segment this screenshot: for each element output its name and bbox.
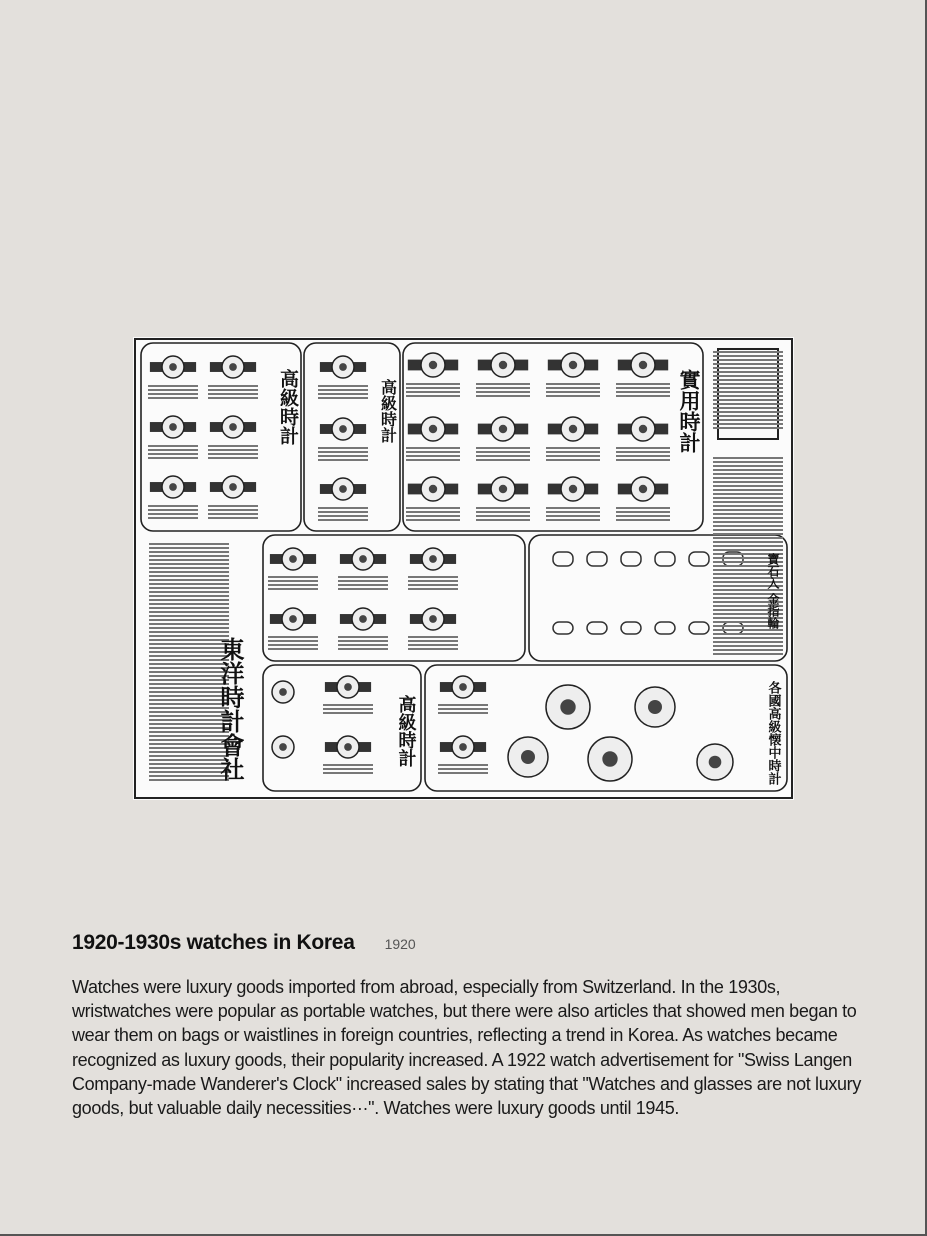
ad-text-line <box>149 559 229 561</box>
ad-text-line <box>616 451 670 453</box>
ad-text-line <box>546 391 600 393</box>
ad-text-line <box>546 459 600 461</box>
ad-text-line <box>149 587 229 589</box>
ad-text-line <box>713 513 783 515</box>
ad-text-line <box>616 459 670 461</box>
article-title: 1920-1930s watches in Korea <box>72 931 355 954</box>
ad-text-line <box>323 764 373 766</box>
ad-text-line <box>406 519 460 521</box>
ad-text-line <box>268 644 318 646</box>
ad-text-line <box>713 501 783 503</box>
ad-text-line <box>148 385 198 387</box>
ad-text-line <box>713 419 783 421</box>
ad-text-line <box>438 704 488 706</box>
ad-text-line <box>713 461 783 463</box>
ad-text-line <box>406 455 460 457</box>
ad-text-line <box>713 387 783 389</box>
watch-dial <box>344 683 352 691</box>
ad-text-line <box>713 371 783 373</box>
watch-dial <box>499 425 507 433</box>
ad-text-line <box>406 511 460 513</box>
watch-dial <box>359 555 367 563</box>
ad-text-line <box>148 449 198 451</box>
watch-dial <box>639 361 647 369</box>
ad-text-line <box>208 393 258 395</box>
ad-text-line <box>408 580 458 582</box>
ad-text-line <box>148 509 198 511</box>
ad-text-line <box>713 489 783 491</box>
ad-text-line <box>406 387 460 389</box>
ad-text-line <box>148 445 198 447</box>
ad-text-line <box>148 505 198 507</box>
ad-text-line <box>713 465 783 467</box>
ad-text-line <box>476 455 530 457</box>
ad-text-line <box>148 453 198 455</box>
ad-text-line <box>713 477 783 479</box>
ad-text-line <box>318 515 368 517</box>
ad-text-line <box>713 383 783 385</box>
watch-dial <box>639 485 647 493</box>
ad-text-line <box>713 645 783 647</box>
ad-text-line <box>713 411 783 413</box>
heading-luxury-watches-2: 高級時計 <box>378 379 398 443</box>
ad-text-line <box>208 517 258 519</box>
ad-text-line <box>149 611 229 613</box>
article-header <box>72 931 416 955</box>
ad-text-line <box>713 533 783 535</box>
ad-text-line <box>148 513 198 515</box>
ad-text-line <box>323 772 373 774</box>
ad-text-line <box>149 571 229 573</box>
watch-dial <box>709 756 722 769</box>
ad-text-line <box>713 379 783 381</box>
ad-text-line <box>713 407 783 409</box>
watch-dial <box>429 555 437 563</box>
ad-text-line <box>149 631 229 633</box>
ad-text-line <box>149 547 229 549</box>
ad-text-line <box>546 395 600 397</box>
ad-text-line <box>546 455 600 457</box>
watch-dial <box>169 423 177 431</box>
ad-text-line <box>318 511 368 513</box>
ad-text-line <box>546 387 600 389</box>
ad-text-line <box>406 391 460 393</box>
ad-text-line <box>208 457 258 459</box>
ad-text-line <box>268 648 318 650</box>
ad-text-line <box>318 459 368 461</box>
watch-dial <box>560 699 575 714</box>
ad-text-line <box>149 591 229 593</box>
ad-text-line <box>149 595 229 597</box>
ad-text-line <box>476 459 530 461</box>
watch-dial <box>648 700 662 714</box>
ad-text-line <box>713 493 783 495</box>
ad-text-line <box>149 603 229 605</box>
ad-text-line <box>268 636 318 638</box>
ad-text-line <box>713 509 783 511</box>
watch-dial <box>359 615 367 623</box>
ad-text-line <box>476 515 530 517</box>
ad-text-line <box>546 519 600 521</box>
ad-text-line <box>616 383 670 385</box>
ad-text-line <box>338 648 388 650</box>
ad-text-line <box>208 453 258 455</box>
watch-dial <box>429 485 437 493</box>
watch-dial <box>339 425 347 433</box>
ad-text-line <box>268 588 318 590</box>
watch-dial <box>279 688 287 696</box>
ad-text-line <box>318 447 368 449</box>
ad-text-line <box>476 519 530 521</box>
ad-text-line <box>318 385 368 387</box>
ad-text-line <box>406 515 460 517</box>
ad-text-line <box>149 627 229 629</box>
ad-text-line <box>149 579 229 581</box>
watch-advertisement-image <box>133 337 794 800</box>
ad-text-line <box>268 576 318 578</box>
ad-text-line <box>318 507 368 509</box>
ad-text-line <box>148 517 198 519</box>
ad-text-line <box>713 505 783 507</box>
ad-text-line <box>476 383 530 385</box>
ad-text-line <box>476 511 530 513</box>
ad-text-line <box>713 351 783 353</box>
ad-text-line <box>713 399 783 401</box>
ad-text-line <box>148 389 198 391</box>
ad-text-line <box>713 629 783 631</box>
ad-text-line <box>149 615 229 617</box>
ad-text-line <box>713 549 783 551</box>
ad-text-line <box>713 359 783 361</box>
ad-text-line <box>713 423 783 425</box>
ad-text-line <box>318 455 368 457</box>
ad-text-line <box>713 427 783 429</box>
ad-text-line <box>713 457 783 459</box>
ad-text-line <box>476 451 530 453</box>
watch-dial <box>169 483 177 491</box>
ad-text-line <box>616 507 670 509</box>
ad-text-line <box>713 363 783 365</box>
ad-text-line <box>208 389 258 391</box>
ad-text-line <box>148 397 198 399</box>
ad-text-line <box>406 383 460 385</box>
ad-text-line <box>713 641 783 643</box>
ad-text-line <box>616 391 670 393</box>
heading-luxury-watches-1: 高級時計 <box>277 369 299 445</box>
watch-dial <box>289 555 297 563</box>
article-year: 1920 <box>384 936 416 952</box>
ad-text-line <box>318 451 368 453</box>
ad-text-line <box>616 511 670 513</box>
ad-text-line <box>408 588 458 590</box>
ad-text-line <box>546 515 600 517</box>
watch-dial <box>499 361 507 369</box>
ad-text-line <box>208 509 258 511</box>
ad-text-line <box>338 588 388 590</box>
ad-text-line <box>149 555 229 557</box>
ad-text-line <box>713 469 783 471</box>
ad-text-line <box>268 584 318 586</box>
watch-dial <box>569 425 577 433</box>
ad-text-line <box>323 704 373 706</box>
ad-text-line <box>268 640 318 642</box>
newspaper-ad-illustration <box>133 337 794 800</box>
watch-dial <box>429 425 437 433</box>
ad-text-line <box>546 383 600 385</box>
ad-text-line <box>546 451 600 453</box>
ad-text-line <box>338 580 388 582</box>
watch-dial <box>279 743 287 751</box>
watch-dial <box>521 750 535 764</box>
ad-text-line <box>616 387 670 389</box>
ad-text-line <box>713 653 783 655</box>
ad-text-line <box>408 648 458 650</box>
ad-text-line <box>713 481 783 483</box>
ad-text-line <box>713 541 783 543</box>
ad-text-line <box>546 447 600 449</box>
ad-text-line <box>616 455 670 457</box>
ad-text-line <box>713 521 783 523</box>
heading-pocket-watches: 各國高級懐中時計 <box>765 681 781 785</box>
watch-dial <box>339 485 347 493</box>
ad-text-line <box>268 580 318 582</box>
ad-text-line <box>713 525 783 527</box>
ad-text-line <box>406 451 460 453</box>
ad-text-line <box>338 640 388 642</box>
ad-text-line <box>406 395 460 397</box>
watch-dial <box>639 425 647 433</box>
ad-text-line <box>476 395 530 397</box>
ad-text-line <box>713 529 783 531</box>
watch-dial <box>602 751 617 766</box>
article-body: Watches were luxury goods imported from abroad, especially from Switzerland. In the 1930s, wristwatches were popular as portable watches, but there were also articles that showed men began to wear them on bags or waistlines in foreign countries, reflecting a trend in Korea. As watches became recognized as luxury goods, their popularity increased. A 1922 watch advertisement for "Swiss Langen Company-made Wanderer's Clock" increased sales by stating that "Watches and glasses are not luxury goods, but valuable daily necessities···". Watches were luxury goods until 1945. <box>72 977 861 1119</box>
ad-text-line <box>208 385 258 387</box>
ad-text-line <box>476 387 530 389</box>
ad-text-line <box>438 712 488 714</box>
ad-text-line <box>338 644 388 646</box>
ad-text-line <box>149 623 229 625</box>
watch-dial <box>339 363 347 371</box>
ad-text-line <box>616 447 670 449</box>
ad-text-line <box>406 507 460 509</box>
heading-luxury-watches-3: 高級時計 <box>395 695 417 767</box>
watch-dial <box>229 483 237 491</box>
ad-text-line <box>408 640 458 642</box>
ad-text-line <box>318 397 368 399</box>
watch-dial <box>229 363 237 371</box>
ad-text-line <box>476 447 530 449</box>
watch-dial <box>429 615 437 623</box>
ad-text-line <box>149 567 229 569</box>
ad-text-line <box>713 537 783 539</box>
ad-text-line <box>713 485 783 487</box>
ad-text-line <box>149 599 229 601</box>
ad-text-line <box>713 391 783 393</box>
heading-gem-gold-rings: 寶石入 金指輪 <box>766 553 780 630</box>
ad-text-line <box>408 636 458 638</box>
watch-dial <box>169 363 177 371</box>
ad-text-line <box>149 575 229 577</box>
ad-text-line <box>323 712 373 714</box>
company-name-lettering: 東洋時計會社 <box>216 637 244 781</box>
ad-text-line <box>713 545 783 547</box>
ad-text-line <box>713 633 783 635</box>
ad-text-line <box>208 513 258 515</box>
heading-practical-watches: 實用時計 <box>677 369 701 453</box>
ad-text-line <box>148 393 198 395</box>
ad-text-line <box>616 515 670 517</box>
ad-text-line <box>318 519 368 521</box>
ad-text-line <box>546 507 600 509</box>
ad-text-line <box>713 517 783 519</box>
ad-text-line <box>713 355 783 357</box>
ad-text-line <box>713 473 783 475</box>
ad-text-line <box>148 457 198 459</box>
ad-text-line <box>323 768 373 770</box>
ad-text-line <box>208 445 258 447</box>
ad-text-line <box>713 375 783 377</box>
watch-dial <box>569 485 577 493</box>
ad-text-line <box>338 584 388 586</box>
ad-text-line <box>149 619 229 621</box>
watch-dial <box>459 743 467 751</box>
watch-dial <box>459 683 467 691</box>
ad-text-line <box>338 576 388 578</box>
ad-text-line <box>713 649 783 651</box>
ad-text-line <box>323 708 373 710</box>
watch-dial <box>289 615 297 623</box>
watch-dial <box>344 743 352 751</box>
ad-text-line <box>408 584 458 586</box>
ad-text-line <box>616 519 670 521</box>
ad-text-line <box>406 459 460 461</box>
ad-text-line <box>476 391 530 393</box>
watch-dial <box>429 361 437 369</box>
ad-text-line <box>438 764 488 766</box>
ad-text-line <box>208 397 258 399</box>
ad-text-line <box>616 395 670 397</box>
ad-text-line <box>318 389 368 391</box>
ad-text-line <box>149 607 229 609</box>
ad-text-line <box>713 403 783 405</box>
ad-text-line <box>438 708 488 710</box>
ad-text-line <box>149 563 229 565</box>
ad-text-line <box>406 447 460 449</box>
ad-text-line <box>713 637 783 639</box>
ad-text-line <box>408 576 458 578</box>
ad-text-line <box>713 395 783 397</box>
ad-text-line <box>149 583 229 585</box>
ad-text-line <box>713 415 783 417</box>
ad-text-line <box>546 511 600 513</box>
watch-dial <box>499 485 507 493</box>
ad-text-line <box>149 551 229 553</box>
ad-text-line <box>149 543 229 545</box>
ad-text-line <box>338 636 388 638</box>
ad-text-line <box>208 449 258 451</box>
ad-text-line <box>438 768 488 770</box>
ad-text-line <box>408 644 458 646</box>
watch-dial <box>569 361 577 369</box>
ad-text-line <box>438 772 488 774</box>
ad-text-line <box>713 497 783 499</box>
ad-text-line <box>318 393 368 395</box>
ad-text-line <box>476 507 530 509</box>
ad-text-line <box>713 367 783 369</box>
watch-dial <box>229 423 237 431</box>
ad-text-line <box>208 505 258 507</box>
